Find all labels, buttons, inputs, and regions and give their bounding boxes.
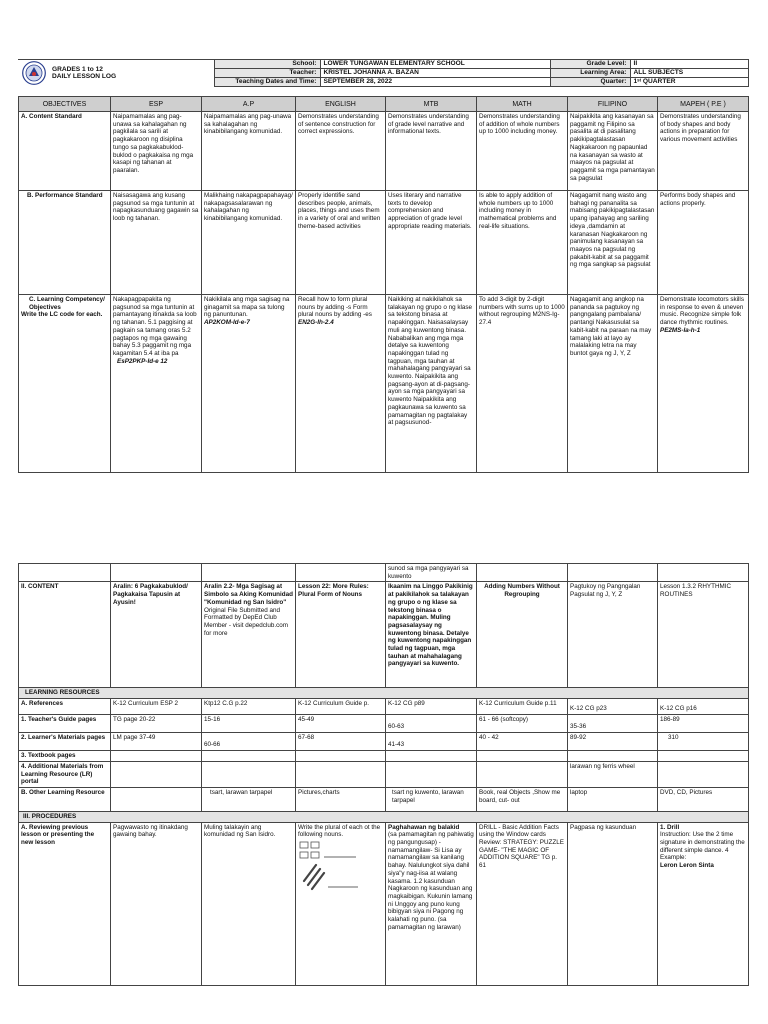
learner-materials-mapeh: 310 — [658, 733, 749, 751]
reviewing-mapeh-song: Leron Leron Sinta — [660, 862, 714, 870]
reviewing-mtb-title: Paghahawan ng balakid — [388, 823, 460, 831]
other-resource-label: B. Other Learning Resource — [19, 787, 111, 811]
content-row — [19, 582, 749, 688]
learner-materials-english: 67-68 — [296, 733, 386, 751]
content-procedures-table — [18, 563, 749, 986]
learning-area-value: ALL SUBJECTS — [630, 69, 748, 78]
reviewing-ap: Muling talakayin ang komunidad ng San Isidro. — [202, 822, 296, 985]
content-mapeh: Lesson 1.3.2 RHYTHMIC ROUTINES — [658, 582, 749, 688]
col-esp: ESP — [111, 97, 202, 112]
additional-materials-label: 4. Additional Materials from Learning Resource (LR) portal — [19, 761, 111, 787]
references-filipino: K-12 CG p23 — [568, 699, 658, 715]
learner-materials-row — [19, 733, 749, 751]
content-english: Lesson 22: More Rules: Plural Form of Nouns — [296, 582, 386, 688]
content-filipino: Pagtukoy ng Pangngalan Pagsulat ng J, Y, Z — [568, 582, 658, 688]
competency-ap: Nakikilala ang mga sagisag na ginagamit sa mapa sa tulong ng panuntunan. — [204, 296, 290, 319]
references-english: K-12 Curriculum Guide p. — [296, 699, 386, 715]
competency-esp: Nakapagpapakita ng pagsunod sa mga tuntunin at pamantayang itinakda sa loob ng tahanan. 5.1 paggising at pagkain sa tamang oras 5.2 pagtapos ng mga gawaing bahay 5.3 paggamit ng mga kagamitan 5.4 at iba pa — [113, 296, 197, 357]
content-standard-math: Demonstrates understanding of addition of whole numbers up to 1000 including money. — [477, 112, 568, 191]
references-ap: Ktp12 C.G p.22 — [202, 699, 296, 715]
content-esp: Aralin: 6 Pagkakabuklod/ Pagkakaisa Tapusin at Ayusin! — [111, 582, 202, 688]
reviewing-english: Write the plural of each ot the following nouns. — [298, 823, 381, 839]
content-mtb: Ikaanim na Linggo Pakikinig at pakikilahok sa talakayan ng grupo o ng klase sa tekstong binasa o napakinggan. Muling pagsasalaysay ng kuwentong binasa. Detalye ng kuwentong napakinggan tulad ng tagpuan, mga tauhan at mahahalagang pangyayari sa kuwento. — [386, 582, 477, 688]
competency-ap-code: AP2KOM-Id-e-7 — [204, 319, 250, 327]
performance-standard-ap: Malikhaing nakapagpapahayag/ nakapagsasalarawan ng kahalagahan ng kinabibilangang komunidad. — [202, 191, 296, 295]
learning-area-label: Learning Area: — [550, 69, 630, 78]
col-filipino: FILIPINO — [568, 97, 658, 112]
grades-title: GRADES 1 to 12 — [52, 65, 103, 73]
additional-materials-row — [19, 761, 749, 787]
performance-standard-filipino: Nagagamit nang wasto ang bahagi ng pananalita sa mabisang pakikipagtalastasan upang ipahayag ang sariling ideya ,damdamin at karanasan Nagkakaroon ng panimulang kasanayan sa maayos na pagsulat ng pakabit-kabit at sa paggamit ng mga sangkap sa pagsulat — [568, 191, 658, 295]
content-standard-esp: Naipamamalas ang pag-unawa sa kahalagahan ng pagkilala sa sarili at pagkakaroon ng disiplina tungo sa pagkakabuklod-buklod o pagkakaisa ng mga kasapi ng tahanan at paaralan. — [111, 112, 202, 191]
teacher-label: Teacher: — [214, 69, 320, 78]
content-label: II. CONTENT — [19, 582, 111, 688]
learner-materials-label: 2. Learner's Materials pages — [19, 733, 111, 751]
competency-english: Recall how to form plural nouns by adding -s Form plural nouns by adding -es — [298, 296, 372, 319]
col-english: ENGLISH — [296, 97, 386, 112]
reviewing-mapeh-example: Example: — [660, 854, 687, 862]
performance-standard-esp: Naisasagawa ang kusang pagsunod sa mga tuntunin at napagkasunduang gagawin sa loob ng tahanan. — [111, 191, 202, 295]
quarter-label: Quarter: — [550, 78, 630, 87]
other-resource-mapeh: DVD, CD, Pictures — [658, 787, 749, 811]
teacher-guide-label: 1. Teacher's Guide pages — [19, 715, 111, 733]
grade-level-label: Grade Level: — [550, 60, 630, 69]
content-ap-note: Original File Submitted and Formatted by DepEd Club Member - visit depedclub.com for more — [204, 606, 288, 637]
textbook-row — [19, 751, 749, 762]
teacher-guide-filipino: 35-36 — [568, 715, 658, 733]
competency-label: C. Learning Competency/ Objectives — [29, 296, 105, 311]
reviewing-esp: Pagwawasto ng itinakdang gawaing bahay. — [111, 822, 202, 985]
reviewing-label: A. Reviewing previous lesson or presenting the new lesson — [19, 822, 111, 985]
teacher-guide-math: 61 - 66 (softcopy) — [477, 715, 568, 733]
teacher-guide-english: 45-49 — [296, 715, 386, 733]
quarter-value: 1ˢᵗ QUARTER — [630, 78, 748, 87]
competency-row — [19, 295, 749, 473]
procedures-label: III. PROCEDURES — [19, 811, 749, 822]
content-standard-filipino: Naipakikita ang kasanayan sa paggamit ng Filipino sa pasalita at di pasalitang pakikipagtalastasan Nagkakaroon ng papaunlad na kasanayan sa wasto at maayos na pagsulat at paggamit sa mga pamantayan sa pagsulat — [568, 112, 658, 191]
dates-label: Teaching Dates and Time: — [214, 78, 320, 87]
header-table — [18, 59, 749, 87]
other-resource-esp — [111, 787, 202, 811]
other-resource-mtb: tsart ng kuwento, larawan tarpapel — [386, 787, 477, 811]
plural-nouns-picture-icon — [298, 839, 382, 899]
reviewing-math: DRILL - Basic Addition Facts using the Window cards Review: STRATEGY: PUZZLE GAME- "THE MAGIC OF ADDITION SQUARE" TG p. 61 — [477, 822, 568, 985]
references-label: A. References — [19, 699, 111, 715]
performance-standard-english: Properly identifie sand describes people, animals, places, things and uses them in a variety of oral and written theme-based activities — [296, 191, 386, 295]
reviewing-filipino: Pagpasa ng kasunduan — [568, 822, 658, 985]
content-standard-row — [19, 112, 749, 191]
content-standard-ap: Naipamamalas ang pag-unawa sa kahalagahan ng kinabibilangang komunidad. — [202, 112, 296, 191]
competency-esp-code: EsP2PKP-Id-e 12 — [117, 357, 168, 365]
content-math: Adding Numbers Without Regrouping — [477, 582, 568, 688]
competency-english-code: EN2G-Ih-2.4 — [298, 319, 334, 327]
other-resource-english: Pictures,charts — [296, 787, 386, 811]
performance-standard-mtb: Uses literary and narrative texts to develop comprehension and appreciation of grade level appropriate reading materials. — [386, 191, 477, 295]
reviewing-mtb: (sa pamamagitan ng pahiwatig ng pangungusap) - namamangilaw- Si Lisa ay namamangilaw sa kanilang bahay. Nalulungkot siya dahil siya"y nag-iisa at walang kasama. 1.2 kasunduan Nagkaroon ng kasunduan ang magkaibigan. Kukunin lamang ni Unggoy ang puno kung bibigyan siya ni Pagong ng kalahati ng puno. (sa pamamagitan ng larawan) — [388, 831, 474, 931]
objectives-header: OBJECTIVES — [19, 97, 111, 112]
other-resource-row — [19, 787, 749, 811]
col-mtb: MTB — [386, 97, 477, 112]
competency-mapeh: Demonstrate locomotors skills in response to even & uneven music. Recognize simple folk dance rhythmic routines. — [660, 296, 744, 327]
resources-row — [19, 688, 749, 699]
competency-filipino: Nagagamit ang angkop na pananda sa pagtukoy ng pangngalang pambalana/ pantangi Nakasusulat sa kabit-kabit na paraan na may tamang laki at layo ay malalaking letra na may buntot gaya ng J, Y, Z — [568, 295, 658, 473]
objectives-table — [18, 96, 749, 473]
performance-standard-math: Is able to apply addition of whole numbers up to 1000 including money in mathematical problems and real-life situations. — [477, 191, 568, 295]
reviewing-mapeh-title: 1. Drill — [660, 823, 680, 831]
performance-standard-row — [19, 191, 749, 295]
teacher-guide-mapeh: 186-89 — [658, 715, 749, 733]
performance-standard-mapeh: Performs body shapes and actions properly. — [658, 191, 749, 295]
teacher-value: KRISTEL JOHANNA A. BAZAN — [320, 69, 550, 78]
teacher-guide-ap: 15-16 — [202, 715, 296, 733]
competency-math: To add 3-digit by 2-digit numbers with sums up to 1000 without regrouping M2NS-Ig-27.4 — [477, 295, 568, 473]
references-esp: K-12 Curriculum ESP 2 — [111, 699, 202, 715]
col-math: MATH — [477, 97, 568, 112]
textbook-label: 3. Textbook pages — [19, 751, 111, 762]
content-ap: Aralin 2.2- Mga Sagisag at Simbolo sa Aking Komunidad — [204, 583, 293, 599]
reviewing-mapeh: Instruction: Use the 2 time signature in demonstrating the different simple dance. 4 — [660, 831, 745, 854]
references-row — [19, 699, 749, 715]
references-mtb: K-12 CG p89 — [386, 699, 477, 715]
log-title: DAILY LESSON LOG — [52, 73, 117, 81]
reviewing-row — [19, 822, 749, 985]
other-resource-ap: tsart, larawan tarpapel — [202, 787, 296, 811]
teacher-guide-row — [19, 715, 749, 733]
content-ap-extra: "Komunidad ng San Isidro" — [204, 598, 287, 606]
content-standard-english: Demonstrates understanding of sentence construction for correct expressions. — [296, 112, 386, 191]
references-math: K-12 Curriculum Guide p.11 — [477, 699, 568, 715]
teacher-guide-mtb: 60-63 — [386, 715, 477, 733]
content-standard-label: A. Content Standard — [19, 112, 111, 191]
teacher-guide-esp: TG page 20-22 — [111, 715, 202, 733]
performance-standard-label: B. Performance Standard — [19, 191, 111, 295]
continuation-row — [19, 564, 749, 582]
continuation-mtb: sunod sa mga pangyayari sa kuwento — [386, 564, 477, 582]
grade-level-value: II — [630, 60, 748, 69]
content-standard-mapeh: Demonstrates understanding of body shapes and body actions in preparation for various movement activities — [658, 112, 749, 191]
other-resource-filipino: laptop — [568, 787, 658, 811]
col-ap: A.P — [202, 97, 296, 112]
competency-mapeh-code: PE2MS-Ia-h-1 — [660, 326, 701, 334]
additional-materials-filipino: larawan ng ferris wheel — [568, 761, 658, 787]
learner-materials-esp: LM page 37-49 — [111, 733, 202, 751]
content-standard-mtb: Demonstrates understanding of grade level narrative and informational texts. — [386, 112, 477, 191]
learner-materials-filipino: 89-92 — [568, 733, 658, 751]
col-mapeh: MAPEH ( P.E ) — [658, 97, 749, 112]
competency-sublabel: Write the LC code for each. — [21, 311, 103, 319]
learner-materials-ap: 60-66 — [202, 733, 296, 751]
school-label: School: — [214, 60, 320, 69]
references-mapeh: K-12 CG p16 — [658, 699, 749, 715]
resources-label: LEARNING RESOURCES — [19, 688, 749, 699]
competency-mtb: Naikiking at nakikilahok sa talakayan ng grupo o ng klase sa tekstong binasa at napakinggan. Naisasalaysay muli ang kuwentong binasa. Nababalikan ang mga mga detalye sa kuwentong napakinggan tulad ng tagpuan, mga tauhan at mahahalagang pangyayari sa kuwento. Naipakikita ang pagsang-ayon at di-pagsang-ayon sa mga pangyayari sa kuwento Naipakikita ang pagkaunawa sa kuwento sa pamamagitan ng pagtalakay at pagsusunod- — [386, 295, 477, 473]
learner-materials-mtb: 41-43 — [386, 733, 477, 751]
procedures-row — [19, 811, 749, 822]
other-resource-math: Book, real Objects ,Show me board, cut- out — [477, 787, 568, 811]
school-value: LOWER TUNGAWAN ELEMENTARY SCHOOL — [320, 60, 550, 69]
dates-value: SEPTEMBER 28, 2022 — [320, 78, 550, 87]
learner-materials-math: 40 - 42 — [477, 733, 568, 751]
